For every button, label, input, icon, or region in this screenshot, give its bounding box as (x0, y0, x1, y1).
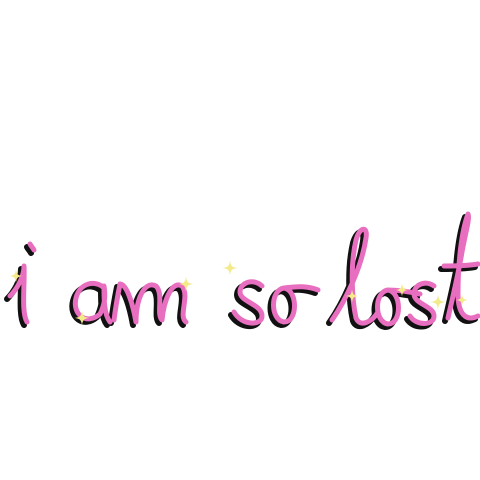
sparkle-icon (431, 295, 445, 309)
sparkle-icon (223, 261, 237, 275)
pink-letters (10, 214, 478, 324)
